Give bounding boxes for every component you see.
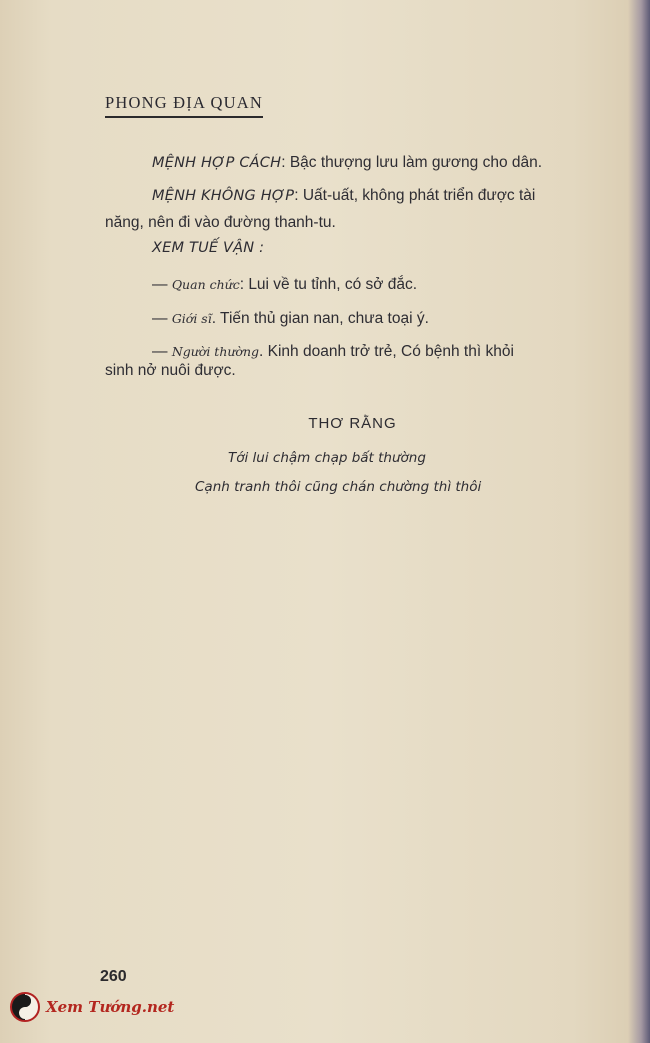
- quan-chuc-label: Quan chức: [171, 277, 240, 292]
- nguoi-thuong-text: . Kinh doanh trở trẻ, Có bệnh thì khỏi: [259, 343, 514, 360]
- page-number: 260: [100, 968, 127, 985]
- em-dash: —: [152, 276, 172, 293]
- page-edge-shadow: [628, 0, 650, 1043]
- gioi-si-line: [152, 310, 429, 328]
- gioi-si-label: Giới sĩ: [171, 311, 212, 326]
- poem-title: THƠ RẰNG: [308, 415, 397, 432]
- poem-verse-2: Cạnh tranh thôi cũng chán chường thì thôi: [195, 479, 482, 495]
- menh-khong-hop-line: [152, 187, 535, 205]
- menh-khong-hop-text: : Uất-uất, không phát triển được tài: [294, 187, 536, 204]
- em-dash: —: [152, 343, 172, 360]
- menh-hop-cach-label: MỆNH HỢP CÁCH: [152, 155, 282, 171]
- nguoi-thuong-label: Người thường: [171, 344, 260, 359]
- gioi-si-text: . Tiến thủ gian nan, chưa toại ý.: [211, 310, 429, 327]
- nguoi-thuong-continuation: sinh nở nuôi được.: [105, 362, 236, 379]
- em-dash: —: [152, 310, 172, 327]
- site-watermark: [10, 992, 174, 1022]
- menh-hop-cach-line: [152, 154, 542, 172]
- nguoi-thuong-line: [152, 343, 514, 361]
- yin-yang-icon: [10, 992, 40, 1022]
- menh-hop-cach-text: : Bậc thượng lưu làm gương cho dân.: [281, 154, 543, 171]
- watermark-text: Xem Tướng.net: [46, 998, 175, 1016]
- menh-khong-hop-label: MỆNH KHÔNG HỢP: [152, 188, 295, 204]
- quan-chuc-text: : Lui về tu tỉnh, có sở đắc.: [239, 276, 418, 293]
- xem-tue-van-heading: XEM TUẾ VẬN :: [152, 240, 265, 256]
- quan-chuc-line: [152, 276, 417, 294]
- menh-khong-hop-continuation: năng, nên đi vào đường thanh-tu.: [105, 214, 336, 231]
- page-header: PHONG ĐỊA QUAN: [105, 93, 263, 118]
- poem-verse-1: Tới lui chậm chạp bất thường: [228, 450, 426, 466]
